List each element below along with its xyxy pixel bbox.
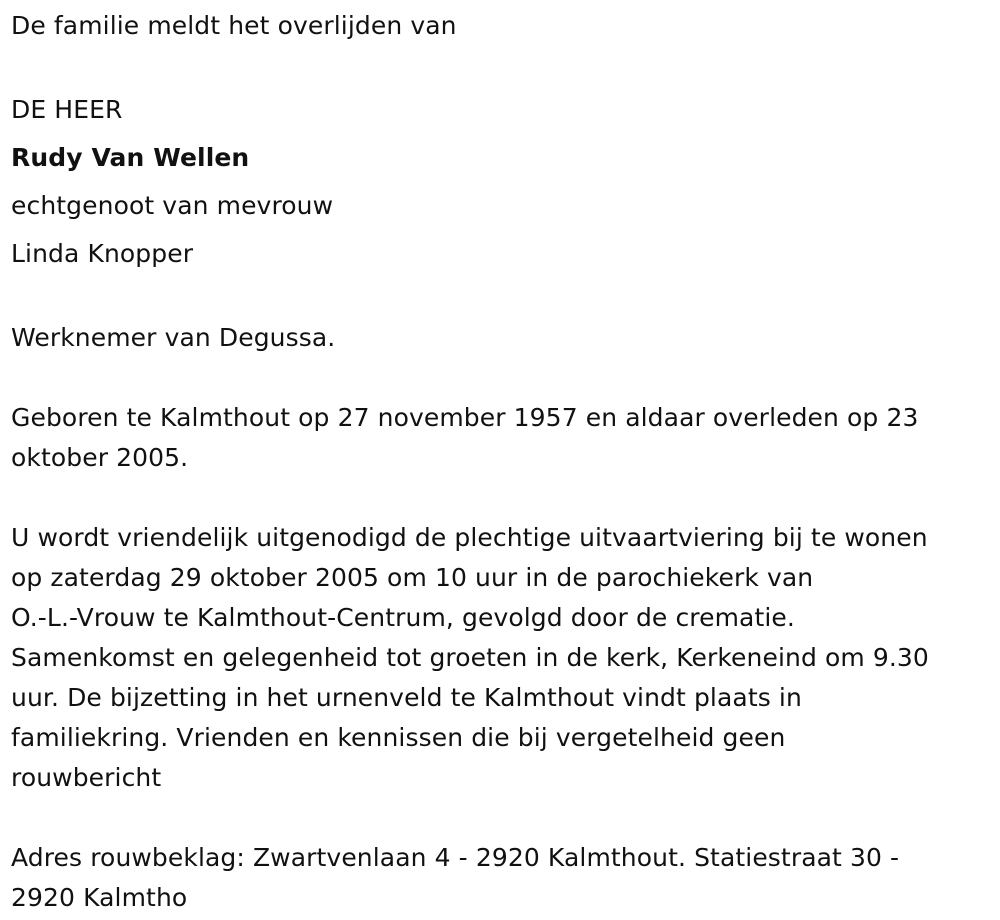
paragraph-line: Adres rouwbeklag: Zwartvenlaan 4 - 2920 Kalmthout. Statiestraat 30 - (11, 843, 900, 872)
spacer (11, 798, 991, 838)
paragraph-line: op zaterdag 29 oktober 2005 om 10 uur in de parochiekerk van (11, 563, 814, 592)
paragraph-line: uur. De bijzetting in het urnenveld te Kalmthout vindt plaats in (11, 683, 802, 712)
address-paragraph (11, 838, 991, 918)
spacer (11, 278, 991, 318)
employment-text: Werknemer van Degussa. (11, 323, 336, 352)
birth-death-paragraph (11, 398, 991, 478)
paragraph-line: oktober 2005. (11, 443, 189, 472)
spacer (11, 478, 991, 518)
paragraph-line: Samenkomst en gelegenheid tot groeten in de kerk, Kerkeneind om 9.30 (11, 643, 929, 672)
ceremony-paragraph (11, 518, 991, 798)
paragraph-line: rouwbericht (11, 763, 162, 792)
honorific: DE HEER (11, 95, 123, 124)
deceased-name: Rudy Van Wellen (11, 143, 250, 172)
intro-text: De familie meldt het overlijden van (11, 11, 457, 40)
spouse-label: echtgenoot van mevrouw (11, 191, 334, 220)
spacer (11, 46, 991, 86)
paragraph-line: familiekring. Vrienden en kennissen die bij vergetelheid geen (11, 723, 786, 752)
paragraph-line: U wordt vriendelijk uitgenodigd de plechtige uitvaartviering bij te wonen (11, 523, 928, 552)
spouse-name: Linda Knopper (11, 239, 194, 268)
paragraph-line: 2920 Kalmtho (11, 883, 188, 912)
spacer (11, 358, 991, 398)
paragraph-line: Geboren te Kalmthout op 27 november 1957 en aldaar overleden op 23 (11, 403, 919, 432)
obituary-notice (11, 6, 991, 918)
paragraph-line: O.-L.-Vrouw te Kalmthout-Centrum, gevolgd door de crematie. (11, 603, 795, 632)
